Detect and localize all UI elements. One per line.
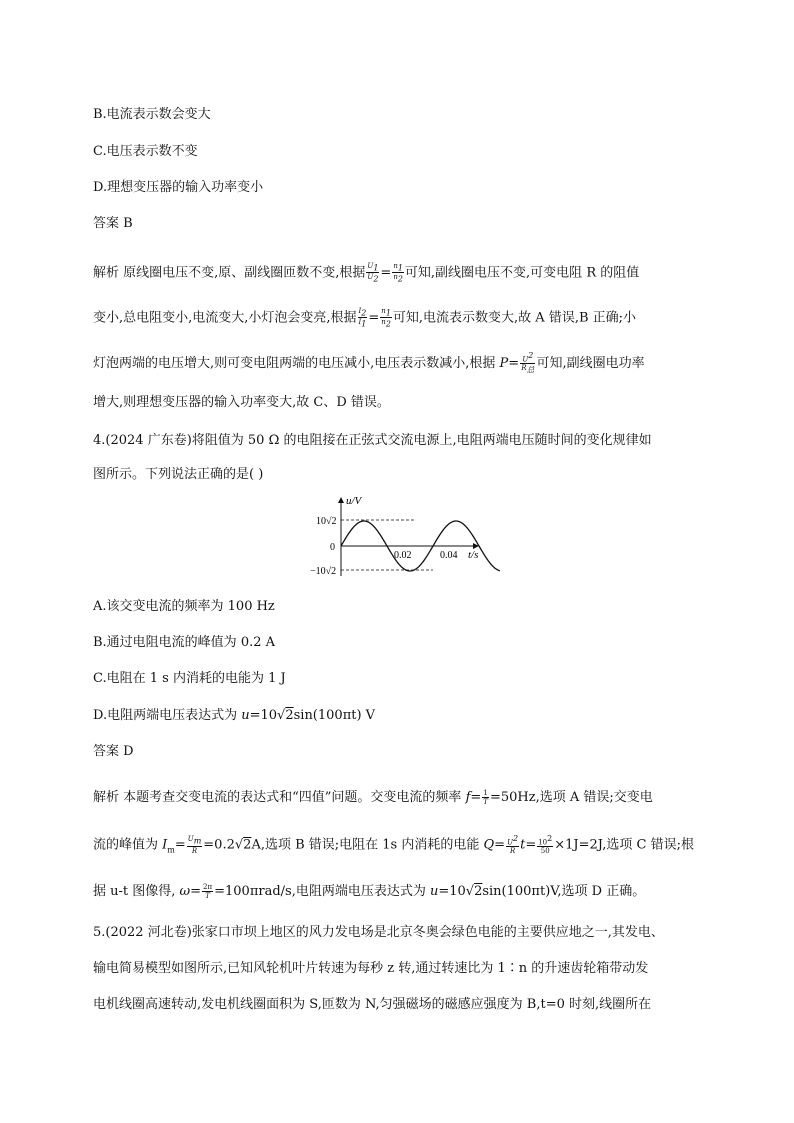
fraction-i2-i1: $\frac{I2}{I1}$ bbox=[358, 307, 367, 329]
q4-explanation-line2: 流的峰值为 $I_m=$ $\frac{Um}{R}$ =0.2√2A,选项 B 错误;电阻在 1s 内消耗的电能 Q= $\frac{U2}{R}$ t= $\frac{102}{50}$ ×1J=2J,选项 C 错误;根 bbox=[93, 834, 694, 856]
q3-option-b: B.电流表示数会变大 bbox=[93, 107, 211, 122]
voltage-time-graph bbox=[300, 492, 500, 582]
y-tick-bottom: −10√2 bbox=[310, 566, 337, 577]
y-tick-zero: 0 bbox=[330, 542, 335, 553]
y-tick-top: 10√2 bbox=[316, 516, 337, 527]
q3-option-d: D.理想变压器的输入功率变小 bbox=[93, 180, 264, 195]
fraction-1-t: $\frac{1}{T}$ bbox=[483, 789, 488, 806]
q4-option-d: D.电阻两端电压表达式为 u=10√2sin(100πt) V bbox=[93, 708, 376, 723]
q3-explanation-line1: 解析 原线圈电压不变,原、副线圈匝数不变,根据 $\frac{U1}{U2}$ = $\frac{n1}{n2}$ 可知,副线圈电压不变,可变电阻 R 的阻值 bbox=[93, 262, 640, 284]
q4-option-c: C.电阻在 1 s 内消耗的电能为 1 J bbox=[93, 671, 286, 686]
fraction-2pi-t: $\frac{2\pi}{T}$ bbox=[203, 883, 213, 900]
fraction-n1-n2: $\frac{n1}{n2}$ bbox=[393, 262, 403, 284]
x-tick-2: 0.04 bbox=[440, 550, 458, 561]
q3-option-c: C.电压表示数不变 bbox=[93, 144, 198, 159]
q5-line1: 5.(2022 河北卷)张家口市坝上地区的风力发电场是北京冬奥会绿色电能的主要供应地之一,其发电、 bbox=[93, 925, 664, 940]
fraction-100-50: $\frac{102}{50}$ bbox=[538, 834, 553, 856]
fraction-u1-u2: $\frac{U1}{U2}$ bbox=[367, 262, 379, 284]
q4-option-a: A.该交变电流的频率为 100 Hz bbox=[93, 599, 275, 614]
fraction-u2-r: U2 R总 bbox=[521, 351, 535, 375]
fraction-n1-n2-b: $\frac{n1}{n2}$ bbox=[381, 307, 391, 329]
q4-explanation-line1: 解析 本题考查交变电流的表达式和“四值”问题。交变电流的频率 f= $\frac{1}{T}$ =50Hz,选项 A 错误;交变电 bbox=[93, 789, 653, 806]
fraction-um-r: $\frac{Um}{R}$ bbox=[187, 835, 202, 855]
x-axis-label: t/s bbox=[468, 549, 479, 561]
q4-answer: 答案 D bbox=[93, 744, 134, 759]
q3-explanation-line4: 增大,则理想变压器的输入功率变大,故 C、D 错误。 bbox=[93, 395, 390, 410]
y-axis-label: u/V bbox=[346, 495, 362, 507]
q3-answer: 答案 B bbox=[93, 216, 133, 231]
q4-option-b: B.通过电阻电流的峰值为 0.2 A bbox=[93, 635, 276, 650]
q3-explanation-line2: 变小,总电阻变小,电流变大,小灯泡会变亮,根据 $\frac{I2}{I1}$ = $\frac{n1}{n2}$ 可知,电流表示数变大,故 A 错误,B 正确;小 bbox=[93, 307, 637, 329]
q5-line2: 输电简易模型如图所示,已知风轮机叶片转速为每秒 z 转,通过转速比为 1∶n 的升速齿轮箱带动发 bbox=[93, 961, 649, 976]
q4-stem-line2: 图所示。下列说法正确的是( ) bbox=[93, 467, 264, 482]
q3-explanation-line3: 灯泡两端的电压增大,则可变电阻两端的电压减小,电压表示数减小,根据 P= U2 R总 可知,副线圈电功率 bbox=[93, 351, 645, 375]
x-tick-1: 0.02 bbox=[394, 550, 412, 561]
q5-line3: 电机线圈高速转动,发电机线圈面积为 S,匝数为 N,匀强磁场的磁感应强度为 B,t=0 时刻,线圈所在 bbox=[93, 997, 652, 1012]
q4-stem-line1: 4.(2024 广东卷)将阻值为 50 Ω 的电阻接在正弦式交流电源上,电阻两端电压随时间的变化规律如 bbox=[93, 433, 652, 448]
q4-explanation-line3: 据 u-t 图像得, ω= $\frac{2\pi}{T}$ =100πrad/s,电阻两端电压表达式为 u=10√2sin(100πt)V,选项 D 正确。 bbox=[93, 883, 646, 900]
fraction-u2-r-b: $\frac{U2}{R}$ bbox=[507, 834, 519, 856]
